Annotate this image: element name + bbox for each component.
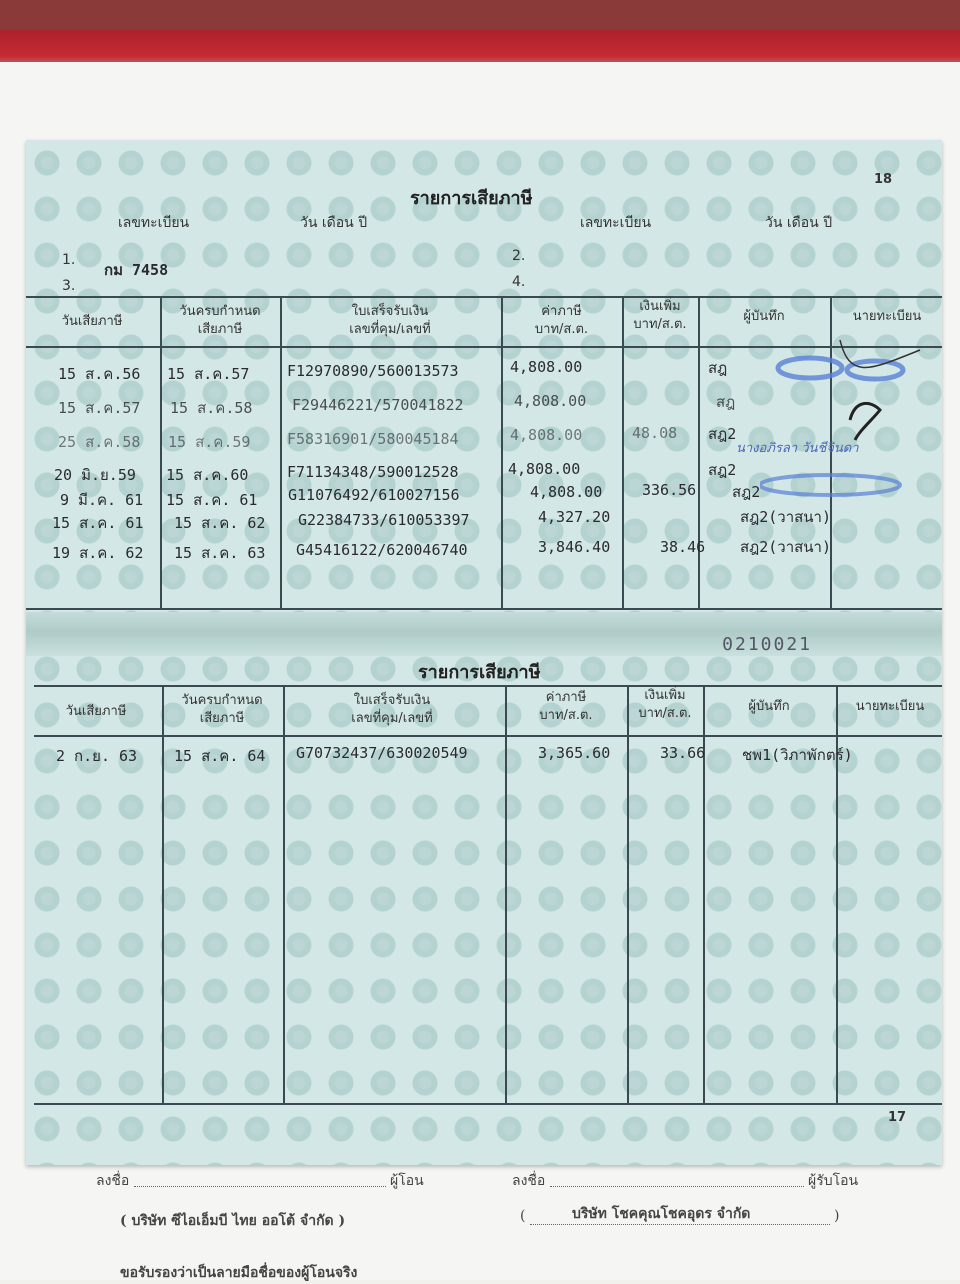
top-col-divider-2	[280, 296, 282, 608]
row-number-1: 1.	[62, 252, 76, 268]
row5-tax: 4,808.00	[530, 483, 603, 501]
row3-tax: 4,808.00	[510, 426, 583, 444]
serial-fragment: 0210021	[722, 634, 812, 655]
plate-label-1: เลขทะเบียน	[118, 215, 190, 231]
row3-paid: 25 ส.ค.58	[58, 433, 141, 451]
row1-tax: 4,808.00	[510, 358, 583, 376]
row1-recorder: สฎ	[708, 359, 728, 377]
row7-recorder: สฎ2(วาสนา)	[740, 538, 831, 556]
top-col-header-due: วันครบกำหนด เสียภาษี	[179, 304, 261, 337]
transferee-label: ผู้รับโอน	[808, 1173, 859, 1189]
row4-due: 15 ส.ค.60	[166, 466, 249, 484]
row4-receipt: F71134348/590012528	[287, 463, 459, 481]
bottom-col-header-registrar: นายทะเบียน	[855, 699, 925, 714]
row6-tax: 4,327.20	[538, 508, 611, 526]
top-table-bottom-rule	[26, 608, 942, 610]
row-number-4: 4.	[512, 274, 526, 290]
top-col-header-receipt: ใบเสร็จรับเงิน เลขที่คุม/เลขที่	[349, 304, 431, 337]
row7-paid: 19 ส.ค. 62	[52, 544, 144, 562]
date-label-1: วัน เดือน ปี	[300, 215, 368, 231]
top-col-divider-1	[160, 296, 162, 608]
date-label-2: วัน เดือน ปี	[765, 215, 833, 231]
row-number-3: 3.	[62, 278, 76, 294]
top-col-header-surcharge: เงินเพิ่ม บาท/ส.ต.	[633, 299, 687, 332]
paren-close-right: )	[834, 1208, 840, 1224]
top-col-divider-5	[698, 296, 700, 608]
b-row1-recorder: ชพ1(วิภาพักตร์)	[742, 746, 853, 764]
row3-receipt: F58316901/580045184	[287, 430, 459, 448]
row2-paid: 15 ส.ค.57	[58, 399, 141, 417]
bottom-col-header-recorder: ผู้บันทึก	[748, 699, 790, 714]
row4-tax: 4,808.00	[508, 460, 581, 478]
row5-recorder: สฎ2	[732, 483, 761, 501]
top-col-header-tax: ค่าภาษี บาท/ส.ต.	[534, 304, 589, 337]
b-row1-surcharge: 33.66	[660, 744, 706, 762]
official-name: นางอภิรลา วันชีจินดา	[736, 441, 859, 456]
row6-receipt: G22384733/610053397	[298, 511, 470, 529]
row-number-2: 2.	[512, 248, 526, 264]
b-row1-paid: 2 ก.ย. 63	[56, 747, 138, 765]
row3-surcharge: 48.08	[632, 424, 678, 442]
row1-receipt: F12970890/560013573	[287, 362, 459, 380]
plate-label-2: เลขทะเบียน	[580, 215, 652, 231]
row5-receipt: G11076492/610027156	[288, 486, 460, 504]
bottom-col-header-receipt: ใบเสร็จรับเงิน เลขที่คุม/เลขที่	[351, 693, 433, 726]
sign-line-left	[134, 1186, 386, 1187]
row7-tax: 3,846.40	[538, 538, 611, 556]
top-page-number: 18	[874, 172, 893, 187]
company-right-line	[530, 1224, 830, 1225]
row6-due: 15 ส.ค. 62	[174, 514, 266, 532]
row7-receipt: G45416122/620046740	[296, 541, 468, 559]
row7-due: 15 ส.ค. 63	[174, 544, 266, 562]
booklet-fold	[26, 612, 942, 656]
bottom-section-title: รายการเสียภาษี	[418, 662, 541, 683]
bottom-page-number: 17	[888, 1110, 907, 1125]
bottom-table-top-rule	[34, 685, 942, 687]
row2-due: 15 ส.ค.58	[170, 399, 253, 417]
bottom-col-header-paid: วันเสียภาษี	[65, 704, 127, 719]
row1-due: 15 ส.ค.57	[167, 365, 250, 383]
top-table-top-rule	[26, 296, 942, 298]
top-col-divider-3	[501, 296, 503, 608]
company-right: บริษัท โชคคุณโชคอุดร จำกัด	[572, 1206, 751, 1222]
bottom-col-header-due: วันครบกำหนด เสียภาษี	[181, 693, 263, 726]
bottom-table-bottom-rule	[34, 1103, 942, 1105]
bottom-col-header-tax: ค่าภาษี บาท/ส.ต.	[539, 690, 593, 723]
row1-paid: 15 ส.ค.56	[58, 365, 141, 383]
certify-text: ขอรับรองว่าเป็นลายมือชื่อของผู้โอนจริง	[120, 1265, 358, 1281]
top-col-header-recorder: ผู้บันทึก	[743, 309, 785, 324]
row5-paid: 9 มี.ค. 61	[60, 491, 144, 509]
row4-recorder: สฎ2	[708, 461, 737, 479]
row2-receipt: F29446221/570041822	[292, 396, 464, 414]
row4-paid: 20 มิ.ย.59	[54, 466, 136, 484]
b-row1-receipt: G70732437/630020549	[296, 744, 468, 762]
bottom-col-divider-4	[627, 685, 629, 1103]
top-col-header-registrar: นายทะเบียน	[852, 309, 922, 324]
bottom-col-divider-3	[505, 685, 507, 1103]
row2-tax: 4,808.00	[514, 392, 587, 410]
registrar-signature-stamp	[760, 330, 940, 510]
row6-recorder: สฎ2(วาสนา)	[740, 508, 831, 526]
row5-due: 15 ส.ค. 61	[166, 491, 258, 509]
plate-number: กม 7458	[104, 261, 169, 279]
sign-line-right	[550, 1186, 804, 1187]
top-col-header-paid: วันเสียภาษี	[61, 314, 123, 329]
b-row1-due: 15 ส.ค. 64	[174, 747, 266, 765]
sign-label-right: ลงชื่อ	[512, 1173, 546, 1189]
top-col-divider-4	[622, 296, 624, 608]
bottom-col-divider-2	[283, 685, 285, 1103]
b-row1-tax: 3,365.60	[538, 744, 611, 762]
sign-label-left: ลงชื่อ	[96, 1173, 130, 1189]
bottom-col-divider-1	[162, 685, 164, 1103]
row7-surcharge: 38.46	[660, 538, 706, 556]
row6-paid: 15 ส.ค. 61	[52, 514, 144, 532]
row2-recorder: สฎ	[716, 393, 736, 411]
paren-open-right: (	[520, 1208, 526, 1224]
bottom-col-header-surcharge: เงินเพิ่ม บาท/ส.ต.	[638, 688, 692, 721]
book-binding	[0, 0, 960, 30]
row5-surcharge: 336.56	[642, 481, 697, 499]
company-left: ( บริษัท ซีไอเอ็มบี ไทย ออโต้ จำกัด )	[120, 1213, 346, 1229]
transferor-label: ผู้โอน	[390, 1173, 424, 1189]
row3-due: 15 ส.ค.59	[168, 433, 251, 451]
top-section-title: รายการเสียภาษี	[410, 188, 533, 209]
row3-recorder: สฎ2	[708, 425, 737, 443]
bottom-table-header-rule	[34, 735, 942, 737]
